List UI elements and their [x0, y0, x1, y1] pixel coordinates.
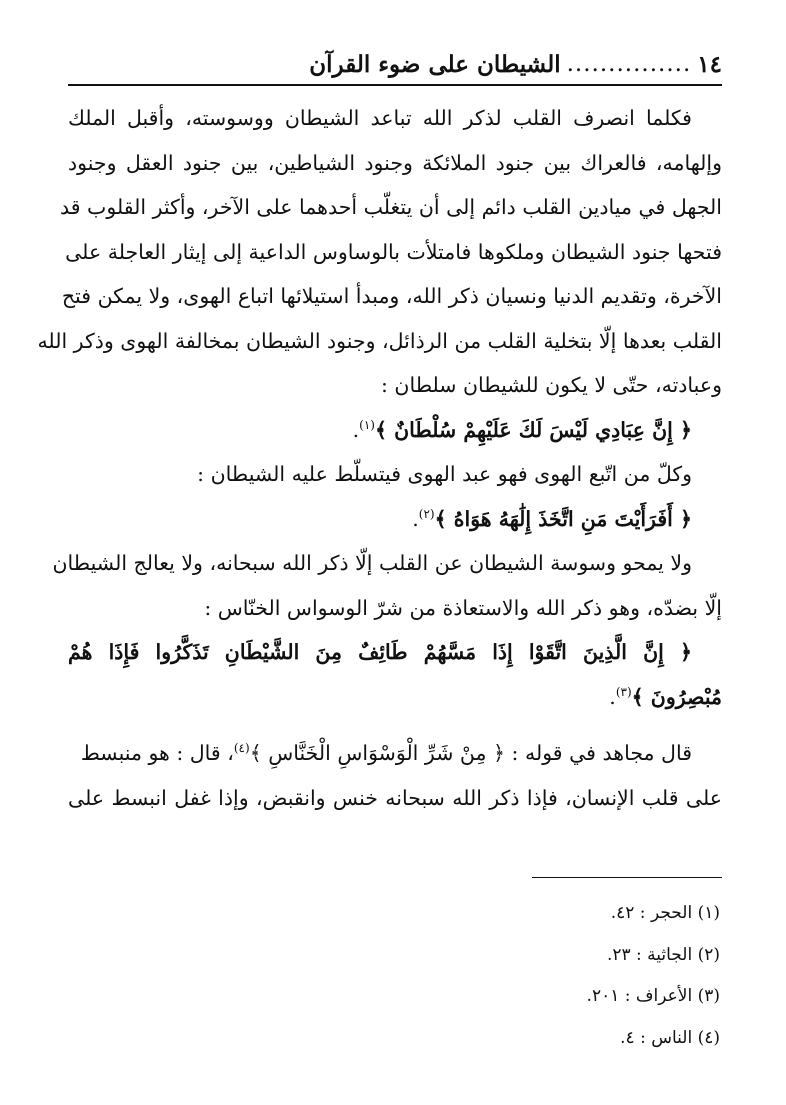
verse-line: [68, 497, 722, 542]
text-line: فتحها جنود الشيطان وملكوها فامتلأت بالوساوس الداعية إلى إيثار العاجلة على: [65, 239, 722, 264]
text-line: وإلهامه، فالعراك بين جنود الملائكة وجنود الشياطين، بين جنود العقل وجنود: [68, 150, 722, 175]
page-number: ١٤: [697, 50, 722, 78]
verse-line: [68, 675, 722, 720]
text-line: [68, 731, 722, 776]
quran-verse: ﴿ إِنَّ الَّذِينَ اتَّقَوْا إِذَا مَسَّهُمْ طَائِفٌ مِنَ الشَّيْطَانِ تَذَكَّرُوا فَإِذَا هُمْ: [68, 640, 692, 664]
text-line: إلّا بضدّه، وهو ذكر الله والاستعاذة من شرّ الوسواس الخنّاس :: [204, 595, 722, 620]
text-line: على قلب الإنسان، فإذا ذكر الله سبحانه خنس وانقبض، وإذا غفل انبسط على: [68, 785, 722, 810]
footnote: (١) الحجر : ٤٢.: [610, 903, 720, 923]
running-header: [68, 44, 722, 86]
text-line: فكلما انصرف القلب لذكر الله تباعد الشيطان ووسوسته، وأقبل الملك: [68, 106, 692, 130]
text-line: ولا يمحو وسوسة الشيطان عن القلب إلّا ذكر الله سبحانه، ولا يعالج الشيطان: [52, 551, 692, 575]
header-title: الشيطان على ضوء القرآن: [309, 50, 561, 78]
footnote-ref: (١): [359, 417, 375, 432]
text-line: وعبادته، حتّى لا يكون للشيطان سلطان :: [380, 373, 722, 397]
main-text: [37, 96, 722, 820]
period: .: [352, 417, 360, 442]
period: .: [609, 684, 616, 709]
verse-line: [68, 408, 722, 453]
footnote: (٣) الأعراف : ٢٠١.: [586, 986, 720, 1006]
header-dots: ...............: [566, 51, 692, 77]
text-line: القلب بعدها إلّا بتخلية القلب من الرذائل، وجنود الشيطان بمخالفة الهوى وذكر الله: [37, 328, 722, 353]
footnote: (٤) الناس : ٤.: [620, 1027, 720, 1048]
text-line: وكلّ من اتّبع الهوى فهو عبد الهوى فيتسلّط عليه الشيطان :: [197, 462, 692, 486]
footnote: (٢) الجاثية : ٢٣.: [606, 944, 720, 965]
quran-verse: ﴿ أَفَرَأَيْتَ مَنِ اتَّخَذَ إِلَٰهَهُ هَوَاهُ ﴾: [434, 506, 692, 531]
text-segment: ، قال : هو منبسط: [80, 741, 234, 765]
footnotes: [300, 893, 720, 1059]
footnote-ref: (٢): [418, 506, 435, 521]
text-line: الآخرة، وتقديم الدنيا ونسيان ذكر الله، ومبدأ استيلائها اتباع الهوى، ولا يمكن فتح: [61, 284, 722, 308]
text-segment: قال مجاهد في قوله : ﴿ مِنْ شَرِّ الْوَسْوَاسِ الْخَنَّاسِ ﴾: [249, 741, 692, 765]
text-line: الجهل في ميادين القلب دائم إلى أن يتغلّب أحدهما على الآخر، وأكثر القلوب قد: [59, 195, 722, 219]
quran-verse: مُبْصِرُونَ ﴾: [631, 684, 722, 709]
footnote-ref: (٤): [233, 741, 250, 756]
quran-verse: ﴿ إِنَّ عِبَادِي لَيْسَ لَكَ عَلَيْهِمْ سُلْطَانٌ ﴾: [374, 417, 692, 442]
period: .: [412, 506, 419, 531]
footnote-ref: (٣): [615, 684, 632, 699]
footnote-divider: [532, 877, 722, 878]
